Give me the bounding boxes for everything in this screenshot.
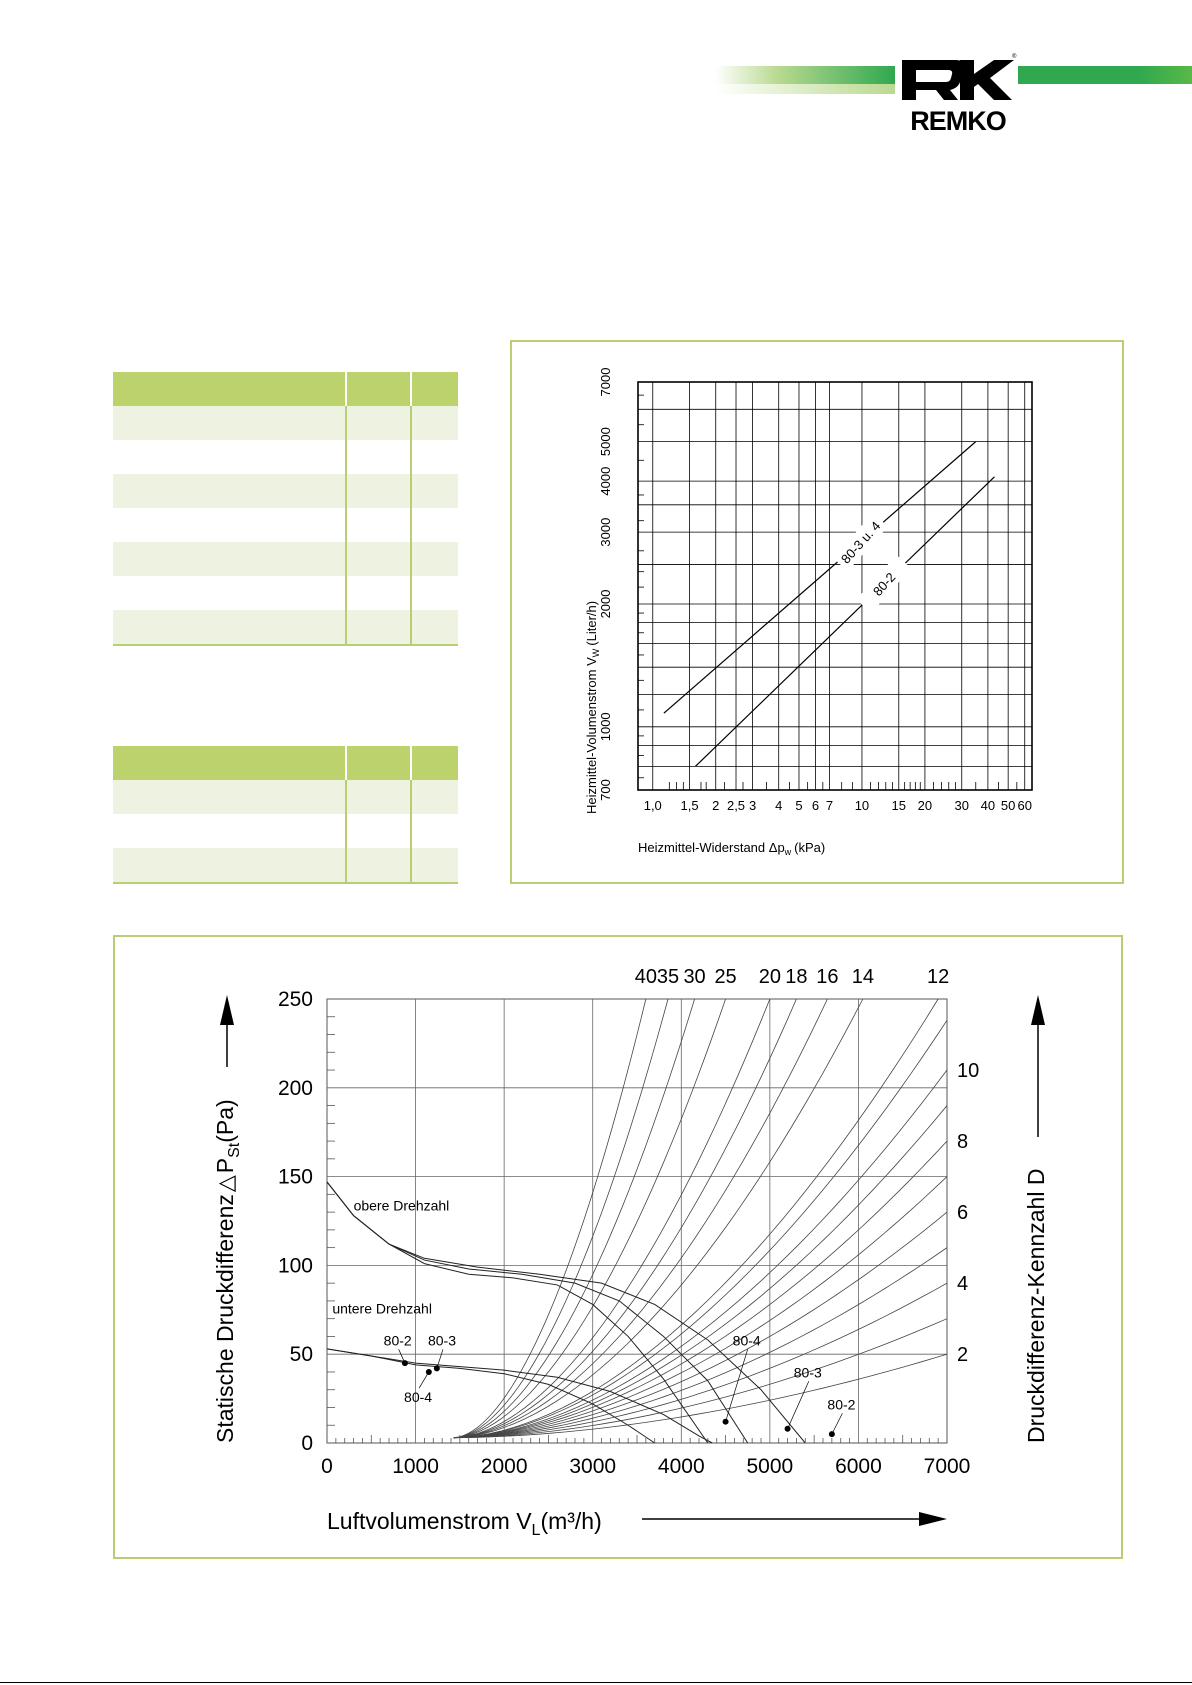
y-tick-label: 2000 — [598, 589, 613, 619]
d-curve-25 — [454, 999, 726, 1438]
y-tick-label: 4000 — [598, 466, 613, 496]
series-label: 80-2 — [869, 569, 899, 599]
x-tick-label: 7 — [825, 798, 834, 813]
d-curve-16 — [454, 999, 828, 1438]
x-axis-arrowhead — [919, 1512, 947, 1526]
logo-text: REMKO — [910, 106, 1006, 136]
operating-point-80-4 — [426, 1369, 432, 1375]
d-curve-4 — [454, 1283, 947, 1438]
y-axis-label: Heizmittel-Volumenstrom $V_W(Liter/h)$ — [584, 600, 601, 814]
d-label-top: 25 — [714, 966, 737, 988]
x-tick-label: 40 — [980, 798, 996, 813]
d-curve — [454, 1319, 947, 1438]
point-leader — [832, 1413, 843, 1434]
water-resistance-chart — [512, 342, 1122, 882]
point-label: 80-2 — [383, 1332, 412, 1349]
x-tick-label: 20 — [917, 798, 933, 813]
d-curve — [454, 1106, 947, 1438]
d-label-top: 12 — [927, 966, 950, 988]
x-axis-label: Luftvolumenstrom $V_L(m^3/h)$ — [327, 1508, 602, 1539]
d-label-right: 6 — [957, 1202, 969, 1225]
y-tick-label: 150 — [277, 1165, 313, 1189]
point-label: 80-4 — [732, 1332, 761, 1349]
y-tick-label: 200 — [277, 1076, 313, 1100]
y-tick-label: 250 — [277, 988, 313, 1011]
x-tick-label: 50 — [1000, 798, 1016, 813]
y-tick-label: 1000 — [598, 712, 613, 742]
d-label-right: 10 — [957, 1060, 980, 1083]
point-leader — [419, 1372, 429, 1388]
d-label-top: 20 — [758, 966, 781, 988]
x-tick-label: 1000 — [392, 1455, 439, 1478]
x-tick-label: 0 — [321, 1455, 333, 1478]
d-label-top: 18 — [785, 966, 808, 988]
x-tick-label: 1,5 — [680, 798, 699, 813]
y-tick-label: 100 — [277, 1254, 313, 1278]
fan-curve — [327, 1349, 655, 1443]
plot-area — [638, 382, 1032, 790]
series-line-80-3-u-4 — [664, 442, 976, 714]
y-tick-label: 50 — [289, 1343, 313, 1367]
x-tick-label: 2 — [712, 798, 720, 813]
curve-label: obere Drehzahl — [353, 1197, 450, 1214]
footer-rule — [0, 1682, 1192, 1683]
d-label-right: 2 — [957, 1344, 969, 1367]
x-tick-label: 15 — [891, 798, 907, 813]
d-label-top: 14 — [851, 966, 874, 988]
x-tick-label: 60 — [1017, 798, 1032, 813]
series-line-80-2 — [695, 477, 994, 767]
x-tick-label: 2,5 — [726, 798, 746, 813]
x-axis-label: Heizmittel-Widerstand $\Delta p_w$ (kPa) — [638, 840, 826, 857]
x-tick-label: 5 — [795, 798, 803, 813]
y-axis-label: Statische $Druckdifferenz\triangle P_{St}(Pa)$ — [212, 1099, 243, 1443]
point-leader — [788, 1381, 809, 1429]
x-tick-label: 3000 — [569, 1455, 617, 1478]
point-label: 80-3 — [793, 1364, 822, 1381]
y-tick-label: 7000 — [598, 367, 613, 397]
header-stripe-shadow — [715, 84, 895, 94]
x-tick-label: 2000 — [480, 1455, 528, 1478]
point-label: 80-2 — [827, 1396, 856, 1413]
point-label: 80-4 — [404, 1389, 433, 1406]
d-curve-12 — [454, 999, 938, 1438]
d-label-top: 35 — [656, 966, 680, 988]
x-tick-label: 30 — [954, 798, 969, 813]
x-tick-label: 7000 — [923, 1455, 971, 1478]
d-curve-40 — [454, 999, 646, 1438]
d-label-right: 4 — [957, 1273, 969, 1296]
y-tick-label: 0 — [301, 1432, 313, 1455]
spec-table-1 — [113, 372, 458, 646]
svg-text:®: ® — [1012, 54, 1017, 60]
x-tick-label: 3 — [748, 798, 757, 813]
d-curve-18 — [454, 999, 797, 1438]
right-axis-label: Druckdifferenz-Kennzahl D — [1023, 1168, 1049, 1443]
y-tick-label: 3000 — [598, 517, 613, 547]
x-tick-label: 4 — [775, 798, 783, 813]
d-label-top: 16 — [816, 966, 839, 988]
remko-logo — [898, 52, 1018, 136]
spec-table-2 — [113, 746, 458, 884]
x-tick-label: 5000 — [746, 1455, 794, 1478]
point-label: 80-3 — [427, 1332, 457, 1349]
y-tick-label: 5000 — [598, 427, 613, 457]
y-tick-label: 700 — [598, 779, 613, 801]
x-tick-label: 10 — [854, 798, 870, 813]
y-axis-arrowhead — [220, 995, 234, 1025]
d-label-top: 40 — [634, 966, 657, 988]
fan-pressure-chart — [115, 937, 1121, 1557]
x-tick-label: 6000 — [835, 1455, 882, 1478]
right-axis-arrowhead — [1031, 995, 1045, 1025]
curve-label: untere Drehzahl — [332, 1300, 432, 1317]
d-curve-10 — [454, 1070, 947, 1438]
x-tick-label: 1,0 — [643, 798, 662, 813]
header-stripe-right — [1012, 66, 1192, 84]
water-resistance-chart-frame — [510, 340, 1124, 884]
d-label-right: 8 — [957, 1131, 969, 1154]
x-tick-label: 6 — [811, 798, 820, 813]
d-label-top: 30 — [683, 966, 706, 988]
d-curve-20 — [454, 999, 770, 1438]
series-label: 80-3 u. 4 — [837, 518, 884, 567]
header-stripe-left — [715, 66, 895, 84]
x-tick-label: 4000 — [657, 1455, 705, 1478]
fan-pressure-chart-frame — [113, 935, 1123, 1559]
